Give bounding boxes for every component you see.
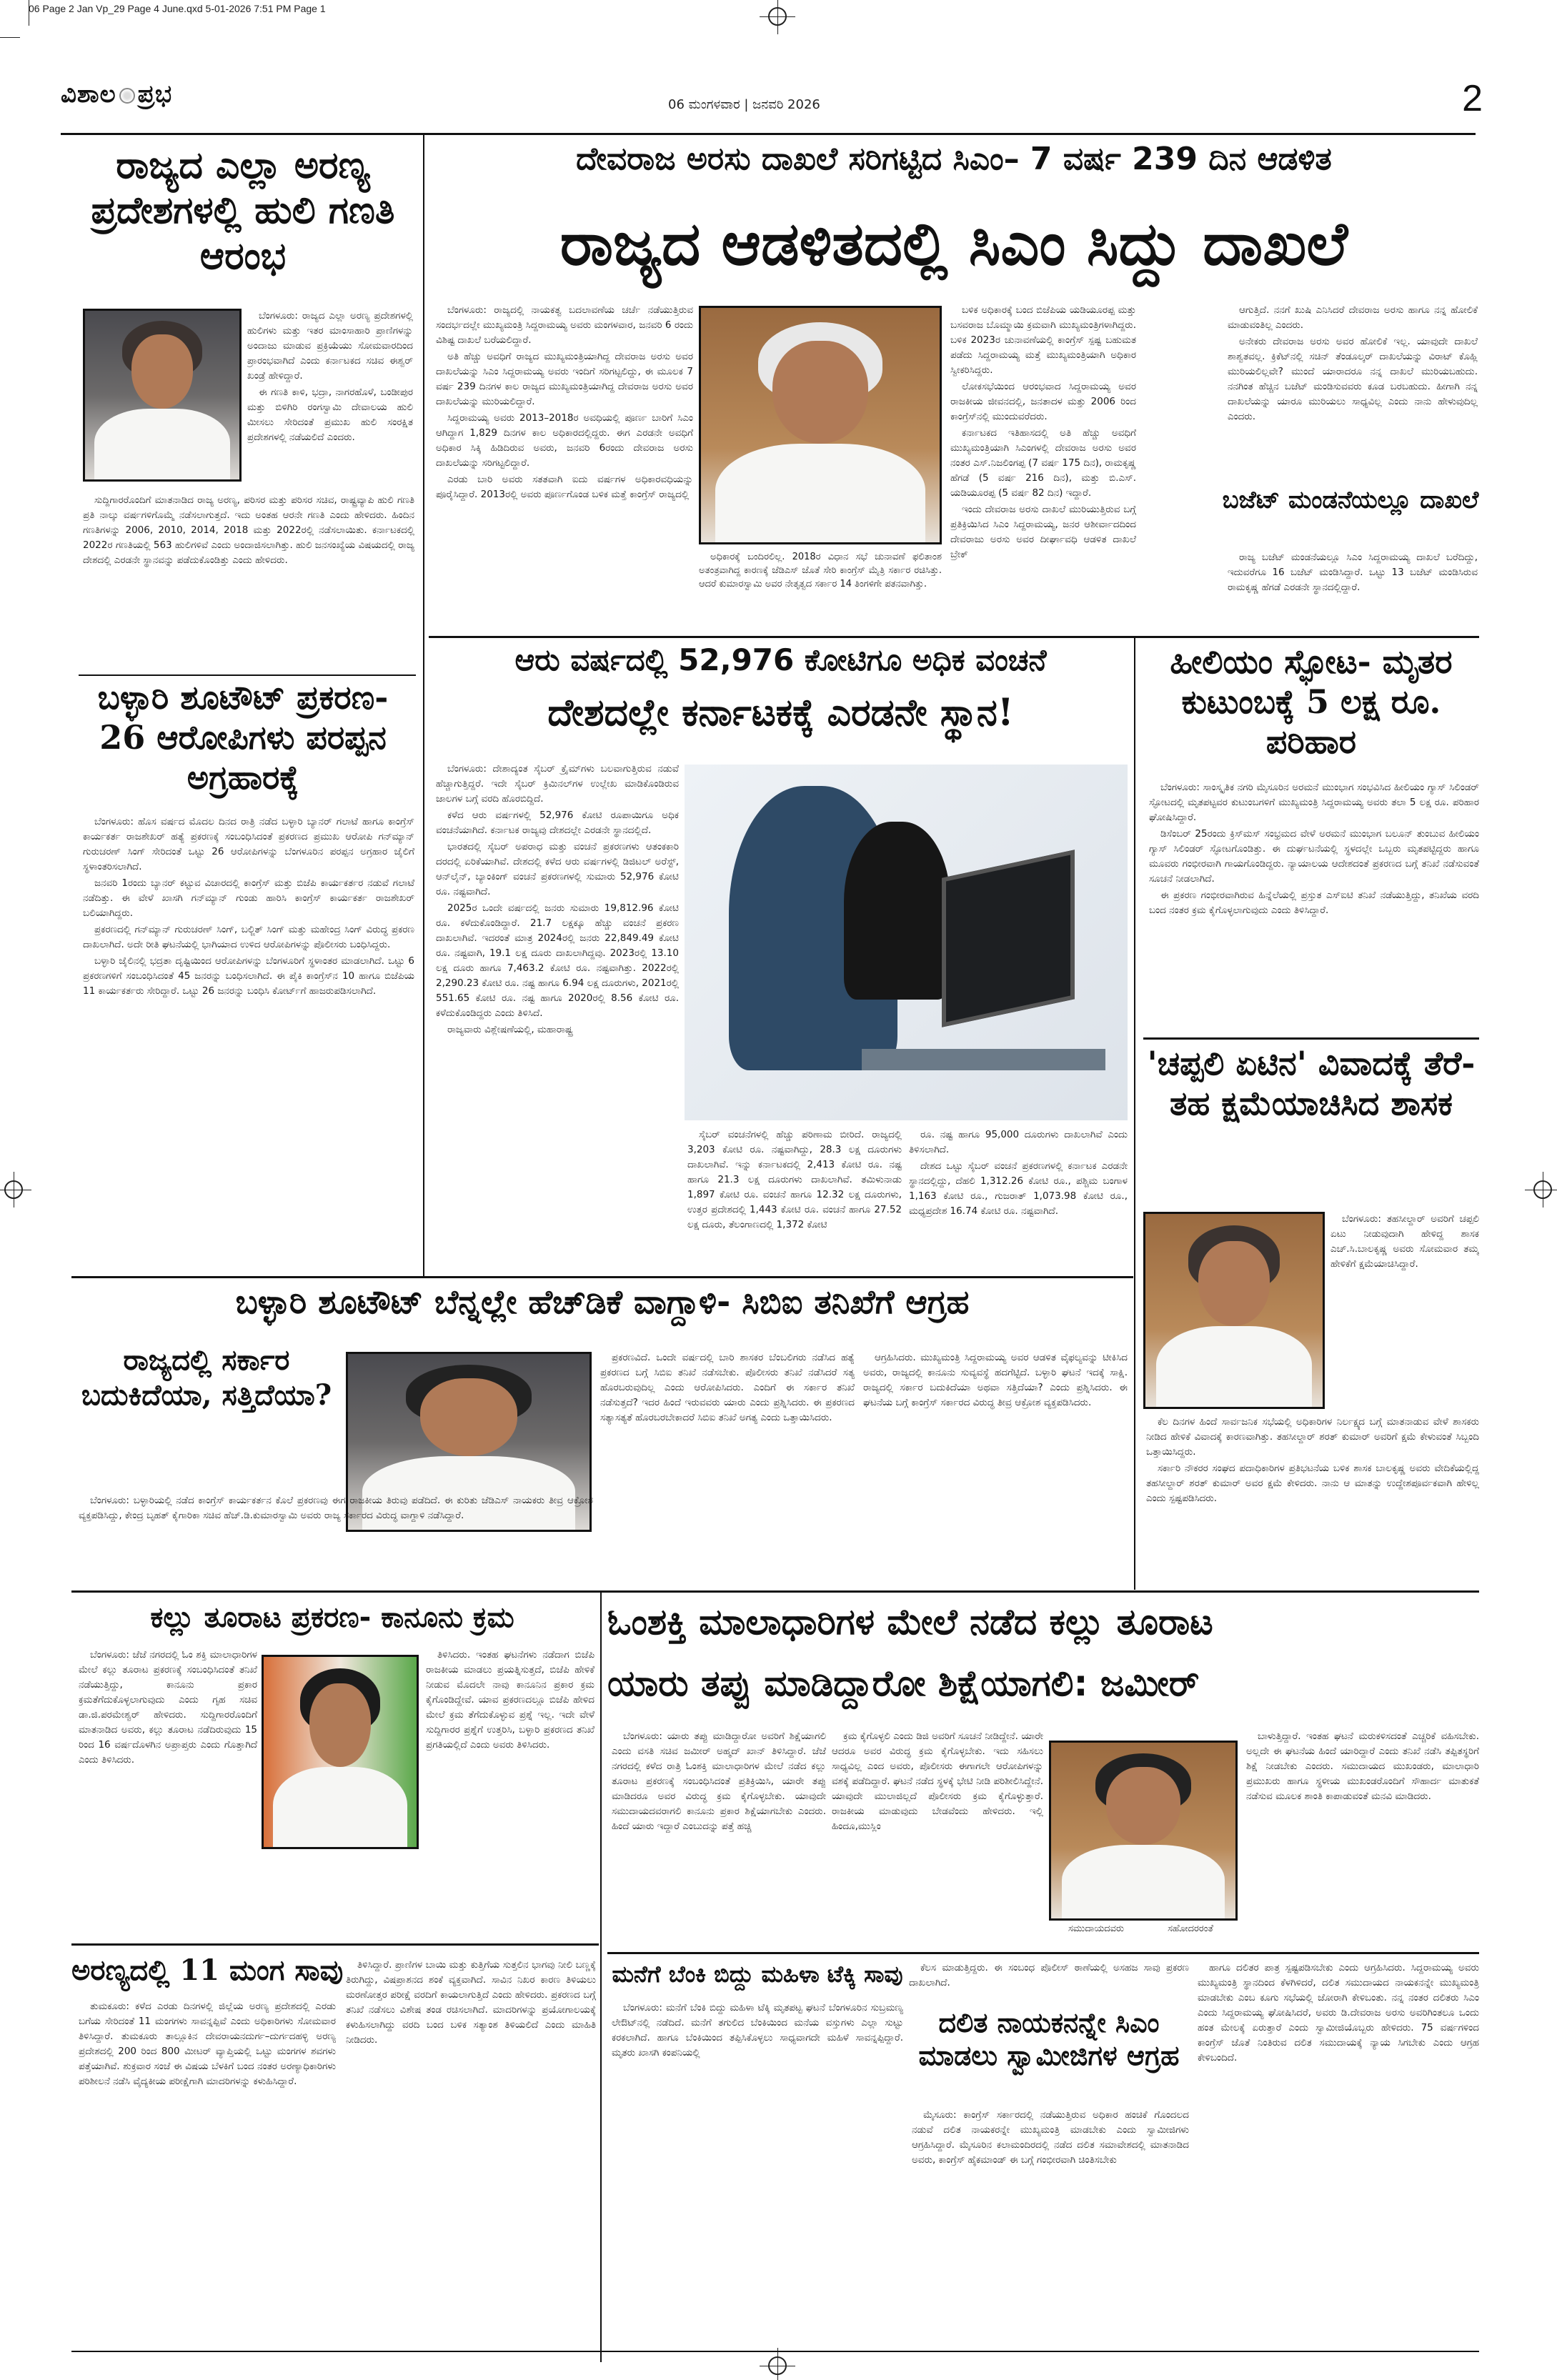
crop-mark xyxy=(0,37,20,38)
story-body-left: ಬೆಂಗಳೂರು: ಯಾರು ತಪ್ಪು ಮಾಡಿದ್ದಾರೋ ಅವರಿಗೆ ಶಿಕ್ಷೆಯಾಗಲಿ ಎಂದು ವಸತಿ ಸಚಿವ ಜಮೀರ್ ಅಹ್ಮದ್ ಖಾನ್ ತಿಳಿಸಿದ್ದಾರೆ. ಜೆಜೆ ನಗರದಲ್ಲಿ ಕಳೆದ ರಾತ್ರಿ ಓಂಶಕ್ತಿ ಮಾಲಾಧಾರಿಗಳ ಮೇಲೆ ನಡೆದ ಕಲ್ಲು ತೂರಾಟ ಪ್ರಕರಣಕ್ಕೆ ಸಂಬಂಧಿಸಿದಂತೆ ಪ್ರತಿಕ್ರಿಯಿಸಿ, ಯಾರೇ ತಪ್ಪು ಮಾಡಿದರೂ ಅವರ ವಿರುದ್ಧ ಕ್ರಮ ಕೈಗೊಳ್ಳಬೇಕು. ಯಾವುದೇ ಸಮುದಾಯದವರಾಗಲಿ ಕಾನೂನು ಪ್ರಕಾರ ಶಿಕ್ಷೆಯಾಗಬೇಕು ಎಂದರು. ಹಿಂದೆ ಯಾರು ಇದ್ದಾರೆ ಎಂಬುದನ್ನು ಪತ್ತೆ ಹಚ್ಚಿ xyxy=(612,1731,826,1832)
logo-text-left: ವಿಶಾಲ xyxy=(61,80,116,109)
story-body: ಬೆಂಗಳೂರು: ರಾಜ್ಯದ ಎಲ್ಲಾ ಅರಣ್ಯ ಪ್ರದೇಶಗಳಲ್ಲಿ ಹುಲಿಗಳು ಮತ್ತು ಇತರ ಮಾಂಸಾಹಾರಿ ಪ್ರಾಣಿಗಳನ್ನು ಅಂದಾಜು ಮಾಡುವ ಪ್ರಕ್ರಿಯೆಯು ಸೋಮವಾರದಿಂದ ಪ್ರಾರಂಭವಾಗಿದೆ ಎಂದು ಕರ್ನಾಟಕದ ಸಚಿವ ಈಶ್ವರ್ ಖಂಡ್ರೆ ಹೇಳಿದ್ದಾರೆ. ಈ ಗಣತಿ ಕಾಳಿ, ಭದ್ರಾ, ನಾಗರಹೊಳೆ, ಬಂಡೀಪುರ ಮತ್ತು ಬಿಳಿಗಿರಿ ರಂಗಸ್ವಾಮಿ ದೇವಾಲಯ ಹುಲಿ ಮೀಸಲು ಸೇರಿದಂತೆ ಪ್ರಮುಖ ಹುಲಿ ಸಂರಕ್ಷಿತ ಪ್ರದೇಶಗಳಲ್ಲಿ ನಡೆಯಲಿದೆ ಎಂದರು. xyxy=(247,310,413,443)
headline[interactable]: ಅರಣ್ಯದಲ್ಲಿ 11 ಮಂಗ ಸಾವು xyxy=(71,1953,344,1987)
subhead-budget[interactable]: ಬಜೆಟ್ ಮಂಡನೆಯಲ್ಲೂ ದಾಖಲೆ xyxy=(1222,486,1479,514)
photo-caption-text: ಅಧಿಕಾರಕ್ಕೆ ಬಂದಿರಲಿಲ್ಲ. 2018ರ ವಿಧಾನ ಸಭೆ ಚುನಾವಣೆ ಫಲಿತಾಂಶ ಅತಂತ್ರವಾಗಿದ್ದ ಕಾರಣಕ್ಕೆ ಜೆಡಿಎಸ್ ಜೊತೆ ಸೇರಿ ಕಾಂಗ್ರೆಸ್ ಮೈತ್ರಿ ಸರ್ಕಾರ ರಚಿಸಿತ್ತು. ಆದರೆ ಕುಮಾರಸ್ವಾಮಿ ಅವರ ನೇತೃತ್ವದ ಸರ್ಕಾರ 14 ತಿಂಗಳಿಗೇ ಪತನವಾಗಿತ್ತು. xyxy=(699,552,942,589)
headline[interactable]: ಬಳ್ಳಾರಿ ಶೂಟೌಟ್ ಪ್ರಕರಣ- 26 ಆರೋಪಿಗಳು ಪರಪ್ಪನ ಅಗ್ರಹಾರಕ್ಕೆ xyxy=(97,678,389,797)
kicker[interactable]: ಓಂಶಕ್ತಿ ಮಾಲಾಧಾರಿಗಳ ಮೇಲೆ ನಡೆದ ಕಲ್ಲು ತೂರಾಟ xyxy=(607,1601,1213,1643)
story-body-col2: ಸೈಬರ್ ವಂಚನೆಗಳಲ್ಲಿ ಹೆಚ್ಚು ಪರಿಣಾಮ ಬೀರಿದೆ. ರಾಜ್ಯದಲ್ಲಿ 3,203 ಕೋಟಿ ರೂ. ನಷ್ಟವಾಗಿದ್ದು, 28.3 ಲಕ್ಷ ದೂರುಗಳು ದಾಖಲಾಗಿವೆ. ಇನ್ನು ಕರ್ನಾಟಕದಲ್ಲಿ 2,413 ಕೋಟಿ ರೂ. ನಷ್ಟ ಹಾಗೂ 21.3 ಲಕ್ಷ ದೂರುಗಳು ದಾಖಲಾಗಿವೆ. ತಮಿಳುನಾಡು 1,897 ಕೋಟಿ ರೂ. ವಂಚನೆ ಹಾಗೂ 12.32 ಲಕ್ಷ ದೂರುಗಳು, ಉತ್ತರ ಪ್ರದೇಶದಲ್ಲಿ 1,443 ಕೋಟಿ ರೂ. ವಂಚನೆ ಹಾಗೂ 27.52 ಲಕ್ಷ ದೂರು, ತೆಲಂಗಾಣದಲ್ಲಿ 1,372 ಕೋಟಿ xyxy=(687,1129,902,1230)
headline[interactable]: ಹೀಲಿಯಂ ಸ್ಫೋಟ- ಮೃತರ ಕುಟುಂಬಕ್ಕೆ 5 ಲಕ್ಷ ರೂ. ಪರಿಹಾರ xyxy=(1170,642,1453,762)
story-body-left: ಮೈಸೂರು: ಕಾಂಗ್ರೆಸ್ ಸರ್ಕಾರದಲ್ಲಿ ನಡೆಯುತ್ತಿರುವ ಅಧಿಕಾರ ಹಂಚಿಕೆ ಗೊಂದಲದ ನಡುವೆ ದಲಿತ ನಾಯಕರನ್ನೇ ಮುಖ್ಯಮಂತ್ರಿ ಮಾಡಬೇಕು ಎಂದು ಸ್ವಾಮೀಜಿಗಳು ಆಗ್ರಹಿಸಿದ್ದಾರೆ. ಮೈಸೂರಿನ ಕಲಾಮಂದಿರದಲ್ಲಿ ನಡೆದ ದಲಿತ ಸಮಾವೇಶದಲ್ಲಿ ಮಾತನಾಡಿದ ಅವರು, ಕಾಂಗ್ರೆಸ್ ಹೈಕಮಾಂಡ್ ಈ ಬಗ್ಗೆ ಗಂಭೀರವಾಗಿ ಚಿಂತಿಸಬೇಕು xyxy=(912,2109,1189,2166)
story-body-mid: ಕ್ರಮ ಕೈಗೊಳ್ಳಲಿ ಎಂದು ಡಿಜಿ ಅವರಿಗೆ ಸೂಚನೆ ನೀಡಿದ್ದೇನೆ. ಯಾರೇ ಆದರೂ ಅವರ ವಿರುದ್ಧ ಕ್ರಮ ಕೈಗೊಳ್ಳಬೇಕು. ಇದು ಸಹಿಸಲು ಸಾಧ್ಯವಿಲ್ಲ ಎಂದ ಅವರು, ಪೊಲೀಸರು ಈಗಾಗಲೇ ಆರೋಪಿಗಳನ್ನು ವಶಕ್ಕೆ ಪಡೆದಿದ್ದಾರೆ. ಘಟನೆ ನಡೆದ ಸ್ಥಳಕ್ಕೆ ಭೇಟಿ ನೀಡಿ ಪರಿಶೀಲಿಸಿದ್ದೇನೆ. ಯಾವುದೇ ಮುಲಾಜಿಲ್ಲದೆ ಪೊಲೀಸರು ಕ್ರಮ ಕೈಗೊಳ್ಳುತ್ತಾರೆ. ರಾಜಕೀಯ ಮಾಡುವುದು ಬೇಡವೆಂದು ಹೇಳಿದರು. ಇಲ್ಲಿ ಹಿಂದೂ,ಮುಸ್ಲಿಂ xyxy=(832,1731,1043,1832)
registration-mark-icon xyxy=(4,1180,23,1199)
story-rule xyxy=(429,636,1479,638)
story-body-right: ತಿಳಿಸಿದರು. ಇಂತಹ ಘಟನೆಗಳು ನಡೆದಾಗ ಬಿಜೆಪಿ ರಾಜಕೀಯ ಮಾಡಲು ಪ್ರಯತ್ನಿಸುತ್ತದೆ, ಬಿಜೆಪಿ ಹೇಳಿಕೆ ನೀಡುವ ಮೊದಲೇ ನಾವು ಕಾನೂನಿನ ಪ್ರಕಾರ ಕ್ರಮ ಕೈಗೊಂಡಿದ್ದೇವೆ. ಯಾವ ಪ್ರಕರಣದಲ್ಲೂ ಬಿಜೆಪಿ ಹೇಳಿದ ಮೇಲೆ ಕ್ರಮ ತೆಗೆದುಕೊಳ್ಳುವ ಪ್ರಶ್ನೆ ಇಲ್ಲ. ಇದೇ ವೇಳೆ ಸುದ್ದಿಗಾರರ ಪ್ರಶ್ನೆಗೆ ಉತ್ತರಿಸಿ, ಬಳ್ಳಾರಿ ಪ್ರಕರಣದ ತನಿಖೆ ಪ್ರಗತಿಯಲ್ಲಿದೆ ಎಂದು ಅವರು ತಿಳಿಸಿದರು. xyxy=(426,1649,595,1751)
page-number: 2 xyxy=(1462,78,1483,119)
photo-siddaramaiah xyxy=(699,306,942,544)
subhead[interactable]: ರಾಜ್ಯದಲ್ಲಿ ಸರ್ಕಾರ ಬದುಕಿದೆಯಾ, ಸತ್ತಿದೆಯಾ? xyxy=(81,1343,332,1412)
headline[interactable]: ರಾಜ್ಯದ ಎಲ್ಲಾ ಅರಣ್ಯ ಪ್ರದೇಶಗಳಲ್ಲಿ ಹುಲಿ ಗಣತಿ ಆರಂಭ xyxy=(91,144,395,278)
story-body: ಬೆಂಗಳೂರು: ಸಾಂಸ್ಕೃತಿಕ ನಗರಿ ಮೈಸೂರಿನ ಅರಮನೆ ಮುಂಭಾಗ ಸಂಭವಿಸಿದ ಹೀಲಿಯಂ ಗ್ಯಾಸ್ ಸಿಲಿಂಡರ್ ಸ್ಫೋಟದಲ್ಲಿ ಮೃತಪಟ್ಟವರ ಕುಟುಂಬಗಳಿಗೆ ಮುಖ್ಯಮಂತ್ರಿ ಸಿದ್ದರಾಮಯ್ಯ ಅವರು ತಲಾ 5 ಲಕ್ಷ ರೂ. ಪರಿಹಾರ ಘೋಷಿಸಿದ್ದಾರೆ. ಡಿಸೆಂಬರ್ 25ರಂದು ಕ್ರಿಸ್‌ಮಸ್ ಸಂಭ್ರಮದ ವೇಳೆ ಅರಮನೆ ಮುಂಭಾಗ ಬಲೂನ್ ತುಂಬುವ ಹೀಲಿಯಂ ಗ್ಯಾಸ್ ಸಿಲಿಂಡರ್ ಸ್ಫೋಟಗೊಂಡಿತ್ತು. ಈ ದುರ್ಘಟನೆಯಲ್ಲಿ ಸ್ಥಳದಲ್ಲೇ ಒಬ್ಬರು ಮೃತಪಟ್ಟಿದ್ದರು ಹಾಗೂ ಮೂವರು ಗಂಭೀರವಾಗಿ ಗಾಯಗೊಂಡಿದ್ದರು. ನ್ಯಾಯಾಲಯ ಆದೇಶದಂತೆ ಪ್ರಕರಣದ ಬಗ್ಗೆ ತನಿಖೆ ನಡೆಸುವಂತೆ ಸೂಚನೆ ನೀಡಲಾಗಿದೆ. ಈ ಪ್ರಕರಣ ಗಂಭೀರವಾಗಿರುವ ಹಿನ್ನೆಲೆಯಲ್ಲಿ ಪ್ರಸ್ತುತ ಎಸ್‌ಐಟಿ ತನಿಖೆ ನಡೆಯುತ್ತಿದ್ದು, ತನಿಖೆಯ ವರದಿ ಬಂದ ನಂತರ ಕ್ರಮ ಕೈಗೊಳ್ಳಲಾಗುವುದು ಎಂದು ತಿಳಿಸಿದ್ದಾರೆ. xyxy=(1149,782,1479,916)
photo-caption: ಸಹೋದರರಂತೆ xyxy=(1168,1923,1213,1934)
story-body: ಬೆಂಗಳೂರು: ದೇಶಾದ್ಯಂತ ಸೈಬರ್ ಕ್ರೈಮ್‌ಗಳು ಬಲವಾಗುತ್ತಿರುವ ನಡುವೆ ಹೆಚ್ಚಾಗುತ್ತಿದ್ದರೆ. ಇದೇ ಸೈಬರ್ ಕ್ರಿಮಿನಲ್‌ಗಳ ಉಲ್ಲೇಖ ಮಾಡಿಕೊಂಡಿರುವ ಜಾಲಗಳ ಬಗ್ಗೆ ವರದಿ ಹೊರಬಿದ್ದಿದೆ. ಕಳೆದ ಆರು ವರ್ಷಗಳಲ್ಲಿ 52,976 ಕೋಟಿ ರೂಪಾಯಿಗೂ ಅಧಿಕ ವಂಚನೆಯಾಗಿದೆ. ಕರ್ನಾಟಕ ರಾಜ್ಯವು ದೇಶದಲ್ಲೇ ಎರಡನೇ ಸ್ಥಾನದಲ್ಲಿದೆ. ಭಾರತದಲ್ಲಿ ಸೈಬರ್ ಅಪರಾಧ ಮತ್ತು ವಂಚನೆ ಪ್ರಕರಣಗಳು ಆತಂಕಕಾರಿ ದರದಲ್ಲಿ ಏರಿಕೆಯಾಗಿವೆ. ದೇಶದಲ್ಲಿ ಕಳೆದ ಆರು ವರ್ಷಗಳಲ್ಲಿ ಡಿಜಿಟಲ್ ಅರೆಸ್ಟ್, ಆನ್‌ಲೈನ್, ಬ್ಯಾಂಕಿಂಗ್ ವಂಚನೆ ಪ್ರಕರಣಗಳಲ್ಲಿ ಸುಮಾರು 52,976 ಕೋಟಿ ರೂ. ನಷ್ಟವಾಗಿದೆ. 2025ರ ಒಂದೇ ವರ್ಷದಲ್ಲಿ ಜನರು ಸುಮಾರು 19,812.96 ಕೋಟಿ ರೂ. ಕಳೆದುಕೊಂಡಿದ್ದಾರೆ. 21.7 ಲಕ್ಷಕ್ಕೂ ಹೆಚ್ಚು ವಂಚನೆ ಪ್ರಕರಣ ದಾಖಲಾಗಿವೆ. ಇದರಂತೆ ಮಾತ್ರ 2024ರಲ್ಲಿ ಜನರು 22,849.49 ಕೋಟಿ ರೂ. ನಷ್ಟವಾಗಿ, 19.1 ಲಕ್ಷ ದೂರು ದಾಖಲಾಗಿದ್ದವು. 2023ರಲ್ಲಿ 13.10 ಲಕ್ಷ ದೂರು ಹಾಗೂ 7,463.2 ಕೋಟಿ ರೂ. ನಷ್ಟವಾಗಿತ್ತು. 2022ರಲ್ಲಿ 2,290.23 ಕೋಟಿ ರೂ. ನಷ್ಟ ಹಾಗೂ 6.94 ಲಕ್ಷ ದೂರುಗಳು, 2021ರಲ್ಲಿ 551.65 ಕೋಟಿ ರೂ. ನಷ್ಟ ಹಾಗೂ 2020ರಲ್ಲಿ 8.56 ಕೋಟಿ ರೂ. ಕಳೆದುಕೊಂಡಿದ್ದರು ಎಂದು ತಿಳಿಸಿದೆ. ರಾಜ್ಯವಾರು ವಿಶ್ಲೇಷಣೆಯಲ್ಲಿ, ಮಹಾರಾಷ್ಟ್ರ xyxy=(436,763,679,1035)
story-body-left: ಬೆಂಗಳೂರು: ಬಳ್ಳಾರಿಯಲ್ಲಿ ನಡೆದ ಕಾಂಗ್ರೆಸ್ ಕಾರ್ಯಕರ್ತನ ಕೊಲೆ ಪ್ರಕರಣವು ಈಗ ರಾಜಕೀಯ ತಿರುವು ಪಡೆದಿದೆ. ಈ ಕುರಿತು ಜೆಡಿಎಸ್ ನಾಯಕರು ತೀವ್ರ ಆಕ್ರೋಶ ವ್ಯಕ್ತಪಡಿಸಿದ್ದು, ಕೇಂದ್ರ ಬೃಹತ್ ಕೈಗಾರಿಕಾ ಸಚಿವ ಹೆಚ್.ಡಿ.ಕುಮಾರಸ್ವಾಮಿ ಅವರು ರಾಜ್ಯ ಸರ್ಕಾರದ ವಿರುದ್ಧ ವಾಗ್ದಾಳಿ ನಡೆಸಿದ್ದಾರೆ. xyxy=(79,1495,593,1521)
headline[interactable]: ಮನೆಗೆ ಬೆಂಕಿ ಬಿದ್ದು ಮಹಿಳಾ ಟೆಕ್ಕಿ ಸಾವು xyxy=(612,1961,903,1988)
masthead xyxy=(61,80,1490,136)
masthead-rule xyxy=(61,133,1476,135)
story-body-right: ಹಾಗೂ ದಲಿತರ ಪಾತ್ರ ಸ್ಪಷ್ಟಪಡಿಸಬೇಕು ಎಂದು ಆಗ್ರಹಿಸಿದರು. ಸಿದ್ದರಾಮಯ್ಯ ಅವರು ಮುಖ್ಯಮಂತ್ರಿ ಸ್ಥಾನದಿಂದ ಕೆಳಗಿಳಿದರೆ, ದಲಿತ ಸಮುದಾಯದ ನಾಯಕನನ್ನೇ ಮುಖ್ಯಮಂತ್ರಿ ಮಾಡಬೇಕು ಎಂಬ ಕೂಗು ಸಭೆಯಲ್ಲಿ ಜೋರಾಗಿ ಕೇಳಿಬಂತು. ನನ್ನ ನಂತರ ದಲಿತರು ಸಿಎಂ ಎಂದು ಸಿದ್ದರಾಮಯ್ಯ ಘೋಷಿಸಿದರೆ, ಅವರು ಡಿ.ದೇವರಾಜ ಅರಸು ಅವರಿಗಿಂತಲೂ ಒಂದು ಹಂತ ಮೇಲಕ್ಕೆ ಏರುತ್ತಾರೆ ಎಂದು ಸ್ವಾಮೀಜಿಯೊಬ್ಬರು ಹೇಳಿದರು. 75 ವರ್ಷಗಳಿಂದ ಕಾಂಗ್ರೆಸ್ ಜೊತೆ ನಿಂತಿರುವ ದಲಿತ ಸಮುದಾಯಕ್ಕೆ ನ್ಯಾಯ ಸಿಗಬೇಕು ಎಂದು ಆಗ್ರಹ ಕೇಳಿಬಂದಿದೆ. xyxy=(1198,1962,1479,2063)
story-body-mid: ಪ್ರಕರಣವಿದೆ. ಒಂದೇ ವರ್ಷದಲ್ಲಿ ಬಾರಿ ಶಾಸಕರ ಬೆಂಬಲಿಗರು ನಡೆಸಿದ ಹತ್ಯೆ ಪ್ರಕರಣದ ಬಗ್ಗೆ ಸಿಬಿಐ ತನಿಖೆ ನಡೆಸಬೇಕು. ಪೊಲೀಸರು ತನಿಖೆ ನಡೆಸಿದರೆ ಸತ್ಯ ಹೊರಬರುವುದಿಲ್ಲ ಎಂದು ಆರೋಪಿಸಿದರು. ಎಂದಿಗೆ ಈ ಸರ್ಕಾರ ತನಿಖೆ ನಡೆಸುತ್ತದೆ? ಇದರ ಹಿಂದೆ ಇರುವವರು ಯಾರು ಎಂದು ಪ್ರಶ್ನಿಸಿದರು. ಈ ಪ್ರಕರಣದ ಸತ್ಯಾಸತ್ಯತೆ ಹೊರಬರಬೇಕಾದರೆ ಸಿಬಿಐ ತನಿಖೆ ಅಗತ್ಯ ಎಂದು ಒತ್ತಾಯಿಸಿದರು. xyxy=(600,1352,855,1423)
photo-parameshwar xyxy=(262,1655,419,1849)
registration-mark-icon xyxy=(768,2356,787,2375)
cyber-crime-illustration xyxy=(685,765,1128,1120)
story-body: ಬೆಂಗಳೂರು: ಹೊಸ ವರ್ಷದ ಮೊದಲ ದಿನದ ರಾತ್ರಿ ನಡೆದ ಬಳ್ಳಾರಿ ಬ್ಯಾನರ್ ಗಲಾಟೆ ಹಾಗೂ ಕಾಂಗ್ರೆಸ್ ಕಾರ್ಯಕರ್ತ ರಾಜಶೇಖರ್ ಹತ್ಯೆ ಪ್ರಕರಣಕ್ಕೆ ಸಂಬಂಧಿಸಿದಂತೆ ಪ್ರಕರಣದ ಪ್ರಮುಖ ಆರೋಪಿ ಗನ್‌ಮ್ಯಾನ್ ಗುರುಚರಣ್ ಸಿಂಗ್ ಸೇರಿದಂತೆ ಒಟ್ಟು 26 ಆರೋಪಿಗಳನ್ನು ಬೆಂಗಳೂರಿನ ಪರಪ್ಪನ ಅಗ್ರಹಾರ ಜೈಲಿಗೆ ಸ್ಥಳಾಂತರಿಸಲಾಗಿದೆ. ಜನವರಿ 1ರಂದು ಬ್ಯಾನರ್ ಕಟ್ಟುವ ವಿಚಾರದಲ್ಲಿ ಕಾಂಗ್ರೆಸ್ ಮತ್ತು ಬಿಜೆಪಿ ಕಾರ್ಯಕರ್ತರ ನಡುವೆ ಗಲಾಟೆ ನಡೆದಿತ್ತು. ಈ ವೇಳೆ ಖಾಸಗಿ ಗನ್‌ಮ್ಯಾನ್ ಗುಂಡು ಹಾರಿಸಿ ಕಾಂಗ್ರೆಸ್ ಕಾರ್ಯಕರ್ತ ರಾಜಶೇಖರ್ ಬಲಿಯಾಗಿದ್ದರು. ಪ್ರಕರಣದಲ್ಲಿ ಗನ್‌ಮ್ಯಾನ್ ಗುರುಚರಣ್ ಸಿಂಗ್, ಬಲ್ಜಿತ್ ಸಿಂಗ್ ಮತ್ತು ಮಹೇಂದ್ರ ಸಿಂಗ್ ವಿರುದ್ಧ ಪ್ರಕರಣ ದಾಖಲಾಗಿದೆ. ಅದೇ ರೀತಿ ಘಟನೆಯಲ್ಲಿ ಭಾಗಿಯಾದ ಉಳಿದ ಆರೋಪಿಗಳನ್ನು ಪೊಲೀಸರು ಬಂಧಿಸಿದ್ದರು. ಬಳ್ಳಾರಿ ಜೈಲಿನಲ್ಲಿ ಭದ್ರತಾ ದೃಷ್ಟಿಯಿಂದ ಆರೋಪಿಗಳನ್ನು ಬೆಂಗಳೂರಿಗೆ ಸ್ಥಳಾಂತರ ಮಾಡಲಾಗಿದೆ. ಒಟ್ಟು 6 ಪ್ರಕರಣಗಳಿಗೆ ಸಂಬಂಧಿಸಿದಂತೆ 45 ಜನರನ್ನು ಬಂಧಿಸಲಾಗಿದೆ. ಈ ಪೈಕಿ ಕಾಂಗ್ರೆಸ್‌ನ 10 ಹಾಗೂ ಬಿಜೆಪಿಯ 11 ಕಾರ್ಯಕರ್ತರು ಸೇರಿದ್ದಾರೆ. ಒಟ್ಟು 26 ಜನರನ್ನು ಬಂಧಿಸಿ ಕೋರ್ಟ್‌ಗೆ ಹಾಜರುಪಡಿಸಲಾಗಿದೆ. xyxy=(83,816,414,997)
print-slug: 06 Page 2 Jan Vp_29 Page 4 June.qxd 5-01-2026 7:51 PM Page 1 xyxy=(29,3,326,14)
kicker[interactable]: ಆರು ವರ್ಷದಲ್ಲಿ 52,976 ಕೋಟಿಗೂ ಅಧಿಕ ವಂಚನೆ xyxy=(514,642,1047,677)
newspaper-logo xyxy=(61,80,172,109)
story-body-continued: ಸುದ್ದಿಗಾರರೊಂದಿಗೆ ಮಾತನಾಡಿದ ರಾಜ್ಯ ಅರಣ್ಯ, ಪರಿಸರ ಮತ್ತು ಪರಿಸರ ಸಚಿವ, ರಾಷ್ಟ್ರವ್ಯಾಪಿ ಹುಲಿ ಗಣತಿ ಪ್ರತಿ ನಾಲ್ಕು ವರ್ಷಗಳಿಗೊಮ್ಮೆ ನಡೆಸಲಾಗುತ್ತದೆ. ಇದು ಅಂತಹ ಆರನೇ ಗಣತಿ ಎಂದು ಹೇಳಿದರು. ಹಿಂದಿನ ಗಣತಿಗಳನ್ನು 2006, 2010, 2014, 2018 ಮತ್ತು 2022ರಲ್ಲಿ ನಡೆಸಲಾಯಿತು. ಕರ್ನಾಟಕದಲ್ಲಿ 2022ರ ಗಣತಿಯಲ್ಲಿ 563 ಹುಲಿಗಳಿವೆ ಎಂದು ಅಂದಾಜಿಸಲಾಗಿತ್ತು. ಹುಲಿ ಜನಸಂಖ್ಯೆಯ ವಿಷಯದಲ್ಲಿ ರಾಜ್ಯ ದೇಶದಲ್ಲಿ ಎರಡನೇ ಸ್ಥಾನವನ್ನು ಪಡೆದುಕೊಂಡಿತ್ತು ಎಂದು ಹೇಳಿದರು. xyxy=(83,494,414,566)
story-body-right: ಬಾಳುತ್ತಿದ್ದಾರೆ. ಇಂತಹ ಘಟನೆ ಮರುಕಳಿಸದಂತೆ ಎಚ್ಚರಿಕೆ ವಹಿಸಬೇಕು. ಅಲ್ಲದೇ ಈ ಘಟನೆಯ ಹಿಂದೆ ಯಾರಿದ್ದಾರೆ ಎಂದು ತನಿಖೆ ನಡೆಸಿ ತಪ್ಪಿತಸ್ಥರಿಗೆ ಶಿಕ್ಷೆ ನೀಡಬೇಕು ಎಂದರು. ಸಮುದಾಯದ ಮುಖಂಡರು, ಮಾಲಾಧಾರಿ ಪ್ರಮುಖರು ಹಾಗೂ ಸ್ಥಳೀಯ ಮುಖಂಡರೊಂದಿಗೆ ಸೌಹಾರ್ದ ಮಾತುಕತೆ ನಡೆಸುವ ಮೂಲಕ ಶಾಂತಿ ಕಾಪಾಡುವಂತೆ ಮನವಿ ಮಾಡಿದರು. xyxy=(1246,1731,1479,1802)
story-body-col3: ರೂ. ನಷ್ಟ ಹಾಗೂ 95,000 ದೂರುಗಳು ದಾಖಲಾಗಿವೆ ಎಂದು ತಿಳಿಸಲಾಗಿದೆ. ದೇಶದ ಒಟ್ಟು ಸೈಬರ್ ವಂಚನೆ ಪ್ರಕರಣಗಳಲ್ಲಿ ಕರ್ನಾಟಕ ಎರಡನೇ ಸ್ಥಾನದಲ್ಲಿದ್ದು, ದೆಹಲಿ 1,312.26 ಕೋಟಿ ರೂ., ಪಶ್ಚಿಮ ಬಂಗಾಳ 1,163 ಕೋಟಿ ರೂ., ಗುಜರಾತ್ 1,073.98 ಕೋಟಿ ರೂ., ಮಧ್ಯಪ್ರದೇಶ 16.74 ಕೋಟಿ ರೂ. ನಷ್ಟವಾಗಿದೆ. xyxy=(909,1129,1128,1217)
photo-zameer xyxy=(1049,1741,1238,1921)
column-divider xyxy=(423,133,424,1276)
story-rule xyxy=(71,1590,1479,1593)
story-rule xyxy=(71,1943,599,1946)
story-body-right: ಆಗ್ರಹಿಸಿದರು. ಮುಖ್ಯಮಂತ್ರಿ ಸಿದ್ದರಾಮಯ್ಯ ಅವರ ಆಡಳಿತ ವೈಫಲ್ಯವನ್ನು ಟೀಕಿಸಿದ ಅವರು, ರಾಜ್ಯದಲ್ಲಿ ಕಾನೂನು ಸುವ್ಯವಸ್ಥೆ ಹದಗೆಟ್ಟಿದೆ. ಬಳ್ಳಾರಿ ಘಟನೆ ಇದಕ್ಕೆ ಸಾಕ್ಷಿ. ರಾಜ್ಯದಲ್ಲಿ ಸರ್ಕಾರ ಬದುಕಿದೆಯಾ ಅಥವಾ ಸತ್ತಿದೆಯಾ? ಎಂದು ಪ್ರಶ್ನಿಸಿದರು. ಈ ಘಟನೆಯ ಬಗ್ಗೆ ಕಾಂಗ್ರೆಸ್ ಸರ್ಕಾರದ ವಿರುದ್ಧ ತೀವ್ರ ಆಕ್ರೋಶ ವ್ಯಕ್ತಪಡಿಸಿದರು. xyxy=(863,1352,1128,1408)
headline[interactable]: ದಲಿತ ನಾಯಕನನ್ನೇ ಸಿಎಂ ಮಾಡಲು ಸ್ವಾಮೀಜಿಗಳ ಆಗ್ರಹ xyxy=(918,2006,1180,2072)
headline[interactable]: ದೇಶದಲ್ಲೇ ಕರ್ನಾಟಕಕ್ಕೆ ಎರಡನೇ ಸ್ಥಾನ! xyxy=(547,691,1014,735)
headline[interactable]: 'ಚಪ್ಪಲಿ ಏಟಿನ' ವಿವಾದಕ್ಕೆ ತೆರೆ-ತಹ ಕ್ಷಮೆಯಾಚಿಸಿದ ಶಾಸಕ xyxy=(1147,1044,1476,1123)
emblem-icon xyxy=(119,88,135,104)
story-body-col3: ಬಳಿಕ ಅಧಿಕಾರಕ್ಕೆ ಬಂದ ಬಿಜೆಪಿಯ ಯಡಿಯೂರಪ್ಪ ಮತ್ತು ಬಸವರಾಜ ಬೊಮ್ಮಾಯಿ ಕ್ರಮವಾಗಿ ಮುಖ್ಯಮಂತ್ರಿಗಳಾಗಿದ್ದರು. ಬಳಿಕ 2023ರ ಚುನಾವಣೆಯಲ್ಲಿ ಕಾಂಗ್ರೆಸ್ ಸ್ಪಷ್ಟ ಬಹುಮತ ಪಡೆದು ಸಿದ್ದರಾಮಯ್ಯ ಮತ್ತೆ ಮುಖ್ಯಮಂತ್ರಿಯಾಗಿ ಅಧಿಕಾರ ಸ್ವೀಕರಿಸಿದ್ದರು. ಲೋಕಸಭೆಯಿಂದ ಆರಂಭವಾದ ಸಿದ್ದರಾಮಯ್ಯ ಅವರ ರಾಜಕೀಯ ಜೀವನದಲ್ಲಿ, ಜನತಾದಳ ಮತ್ತು 2006 ರಿಂದ ಕಾಂಗ್ರೆಸ್‌ನಲ್ಲಿ ಮುಂದುವರೆದರು. ಕರ್ನಾಟಕದ ಇತಿಹಾಸದಲ್ಲಿ ಅತಿ ಹೆಚ್ಚು ಅವಧಿಗೆ ಮುಖ್ಯಮಂತ್ರಿಯಾಗಿ ಸಿಎಂಗಳಲ್ಲಿ ದೇವರಾಜ ಅರಸು ಅವರ ನಂತರ ಎಸ್.ನಿಜಲಿಂಗಪ್ಪ (7 ವರ್ಷ 175 ದಿನ), ರಾಮಕೃಷ್ಣ ಹೆಗಡೆ (5 ವರ್ಷ 216 ದಿನ), ಮತ್ತು ಬಿ.ಎಸ್. ಯಡಿಯೂರಪ್ಪ (5 ವರ್ಷ 82 ದಿನ) ಇದ್ದಾರೆ. ಇಂದು ದೇವರಾಜ ಅರಸು ದಾಖಲೆ ಮುರಿಯುತ್ತಿರುವ ಬಗ್ಗೆ ಪ್ರತಿಕ್ರಿಯಿಸಿದ ಸಿಎಂ ಸಿದ್ದರಾಮಯ್ಯ, ಜನರ ಆಶೀರ್ವಾದದಿಂದ ದೇವರಾಜು ಅರಸು ಅವರ ದೀರ್ಘಾವಧಿ ಆಡಳಿತ ದಾಖಲೆ ಬ್ರೇಕ್ xyxy=(950,304,1136,560)
page-bottom-rule xyxy=(71,2351,1479,2352)
story-rule xyxy=(71,1276,1133,1278)
registration-mark-icon xyxy=(768,7,787,26)
photo-caption: ಸಮುದಾಯದವರು xyxy=(1068,1923,1125,1934)
story-body-left: ಬೆಂಗಳೂರು: ಮನೆಗೆ ಬೆಂಕಿ ಬಿದ್ದು ಮಹಿಳಾ ಟೆಕ್ಕಿ ಮೃತಪಟ್ಟ ಘಟನೆ ಬೆಂಗಳೂರಿನ ಸುಬ್ರಮಣ್ಯ ಲೇಔಟ್‌ನಲ್ಲಿ ನಡೆದಿದೆ. ಮನೆಗೆ ತಗುಲಿದ ಬೆಂಕಿಯಿಂದ ಮನೆಯ ವಸ್ತುಗಳು ಎಲ್ಲಾ ಸುಟ್ಟು ಕರಕಲಾಗಿದೆ. ಹಾಗೂ ಬೆಂಕಿಯಿಂದ ತಪ್ಪಿಸಿಕೊಳ್ಳಲು ಸಾಧ್ಯವಾಗದೇ ಮಹಿಳೆ ಸಾವನ್ನಪ್ಪಿದ್ದಾರೆ. ಮೃತರು ಖಾಸಗಿ ಕಂಪನಿಯಲ್ಲಿ xyxy=(612,2002,903,2058)
column-divider xyxy=(1134,636,1135,1275)
story-body-mid: ಕೆಲಸ ಮಾಡುತ್ತಿದ್ದರು. ಈ ಸಂಬಂಧ ಪೊಲೀಸ್ ಠಾಣೆಯಲ್ಲಿ ಅಸಹಜ ಸಾವು ಪ್ರಕರಣ ದಾಖಲಾಗಿದೆ. xyxy=(909,1962,1189,1988)
story-rule xyxy=(79,674,416,676)
subhead-body: ರಾಜ್ಯ ಬಜೆಟ್ ಮಂಡನೆಯಲ್ಲೂ ಸಿಎಂ ಸಿದ್ದರಾಮಯ್ಯ ದಾಖಲೆ ಬರೆದಿದ್ದು, ಇದುವರೆಗೂ 16 ಬಜೆಟ್ ಮಂಡಿಸಿದ್ದಾರೆ. ಒಟ್ಟು 13 ಬಜೆಟ್ ಮಂಡಿಸಿರುವ ರಾಮಕೃಷ್ಣ ಹೆಗಡೆ ಎರಡನೇ ಸ್ಥಾನದಲ್ಲಿದ್ದಾರೆ. xyxy=(1228,552,1478,593)
headline[interactable]: ಯಾರು ತಪ್ಪು ಮಾಡಿದ್ದಾರೋ ಶಿಕ್ಷೆಯಾಗಲಿ: ಜಮೀರ್ xyxy=(607,1663,1200,1704)
kicker[interactable]: ದೇವರಾಜ ಅರಸು ದಾಖಲೆ ಸರಿಗಟ್ಟಿದ ಸಿಎಂ– 7 ವರ್ಷ 239 ದಿನ ಆಡಳಿತ xyxy=(576,141,1332,177)
logo-text-right: ಪ್ರಭ xyxy=(137,80,173,109)
story-body-continued: ಕೆಲ ದಿನಗಳ ಹಿಂದೆ ಸಾರ್ವಜನಿಕ ಸಭೆಯಲ್ಲಿ ಅಧಿಕಾರಿಗಳ ನಿರ್ಲಕ್ಷ್ಯದ ಬಗ್ಗೆ ಮಾತನಾಡುವ ವೇಳೆ ಶಾಸಕರು ನೀಡಿದ ಹೇಳಿಕೆ ವಿವಾದಕ್ಕೆ ಕಾರಣವಾಗಿತ್ತು. ತಹಸೀಲ್ದಾರ್ ಶರತ್ ಕುಮಾರ್ ಅವರಿಗೆ ಕ್ಷಮೆ ಕೇಳುವಂತೆ ಸಿಬ್ಬಂದಿ ಒತ್ತಾಯಿಸಿದ್ದರು. ಸರ್ಕಾರಿ ನೌಕರರ ಸಂಘದ ಪದಾಧಿಕಾರಿಗಳ ಪ್ರತಿಭಟನೆಯ ಬಳಿಕ ಶಾಸಕ ಬಾಲಕೃಷ್ಣ ಅವರು ವೇದಿಕೆಯಲ್ಲಿದ್ದ ತಹಸೀಲ್ದಾರ್ ಶರತ್ ಕುಮಾರ್ ಅವರ ಕ್ಷಮೆ ಕೇಳಿದರು. ನಾನು ಆ ಮಾತನ್ನು ಉದ್ದೇಶಪೂರ್ವಕವಾಗಿ ಹೇಳಿಲ್ಲ ಎಂದು ಸ್ಪಷ್ಟಪಡಿಸಿದರು. xyxy=(1146,1416,1479,1504)
story-rule xyxy=(607,1952,1479,1954)
headline[interactable]: ರಾಜ್ಯದ ಆಡಳಿತದಲ್ಲಿ ಸಿಎಂ ಸಿದ್ದು ದಾಖಲೆ xyxy=(559,208,1348,279)
story-body-col4: ಆಗುತ್ತಿದೆ. ನನಗೆ ಖುಷಿ ಎನಿಸಿದರೆ ದೇವರಾಜ ಅರಸು ಹಾಗೂ ನನ್ನ ಹೋಲಿಕೆ ಮಾಡುವಂತಿಲ್ಲ ಎಂದರು. ಅನೇಕರು ದೇವರಾಜ ಅರಸು ಅವರ ಹೋಲಿಕೆ ಇಲ್ಲ. ಯಾವುದೇ ದಾಖಲೆ ಶಾಶ್ವತವಲ್ಲ. ಕ್ರಿಕೆಟ್‌ನಲ್ಲಿ ಸಚಿನ್ ತೆಂಡೂಲ್ಕರ್ ದಾಖಲೆಯನ್ನು ವಿರಾಟ್ ಕೊಹ್ಲಿ ಮುರಿಯಲಿಲ್ಲವೇ? ಮುಂದೆ ಯಾರಾದರೂ ನನ್ನ ದಾಖಲೆ ಮುರಿಯಬಹುದು. ನನಗಿಂತ ಹೆಚ್ಚಿನ ಬಜೆಟ್ ಮಂಡಿಸುವವರು ಕೂಡ ಬರಬಹುದು. ಹೀಗಾಗಿ ನನ್ನ ದಾಖಲೆಯನ್ನು ಯಾರೂ ಮುರಿಯಲು ಸಾಧ್ಯವಿಲ್ಲ ಎಂದು ನಾನು ಹೇಳುವುದಿಲ್ಲ ಎಂದರು. xyxy=(1228,304,1478,422)
story-body-left: ತುಮಕೂರು: ಕಳೆದ ಎರಡು ದಿನಗಳಲ್ಲಿ ಜಿಲ್ಲೆಯ ಅರಣ್ಯ ಪ್ರದೇಶದಲ್ಲಿ ಎರಡು ಬಗೆಯ ಸೇರಿದಂತೆ 11 ಮಂಗಗಳು ಸಾವನ್ನಪ್ಪಿವೆ ಎಂದು ಅಧಿಕಾರಿಗಳು ಸೋಮವಾರ ತಿಳಿಸಿದ್ದಾರೆ. ತುಮಕೂರು ತಾಲ್ಲೂಕಿನ ದೇವರಾಯನದುರ್ಗ–ದುರ್ಗದಹಳ್ಳಿ ಅರಣ್ಯ ಪ್ರದೇಶದಲ್ಲಿ 200 ರಿಂದ 800 ಮೀಟರ್ ವ್ಯಾಪ್ತಿಯಲ್ಲಿ ಒಟ್ಟು ಮಂಗಗಳ ಶವಗಳು ಪತ್ತೆಯಾಗಿವೆ. ಶುಕ್ರವಾರ ಸಂಜೆ ಈ ವಿಷಯ ಬೆಳಕಿಗೆ ಬಂದ ನಂತರ ಅರಣ್ಯಾಧಿಕಾರಿಗಳು ಪರಿಶೀಲನೆ ನಡೆಸಿ ವೈದ್ಯಕೀಯ ಪರೀಕ್ಷೆಗಾಗಿ ಮಾದರಿಗಳನ್ನು ಕಳುಹಿಸಿದ್ದಾರೆ. xyxy=(79,2001,336,2087)
photo-balakrishna xyxy=(1143,1212,1325,1409)
story-body-col1: ಬೆಂಗಳೂರು: ರಾಜ್ಯದಲ್ಲಿ ನಾಯಕತ್ವ ಬದಲಾವಣೆಯ ಚರ್ಚೆ ನಡೆಯುತ್ತಿರುವ ಸಂದರ್ಭದಲ್ಲೇ ಮುಖ್ಯಮಂತ್ರಿ ಸಿದ್ದರಾಮಯ್ಯ ಅವರು ಮಂಗಳವಾರ, ಜನವರಿ 6 ರಂದು ವಿಶಿಷ್ಟ ದಾಖಲೆ ಬರೆಯಲಿದ್ದಾರೆ. ಅತಿ ಹೆಚ್ಚು ಅವಧಿಗೆ ರಾಜ್ಯದ ಮುಖ್ಯಮಂತ್ರಿಯಾಗಿದ್ದ ದೇವರಾಜ ಅರಸು ಅವರ ದಾಖಲೆಯನ್ನು ಸಿಎಂ ಸಿದ್ದರಾಮಯ್ಯ ಅವರು ಇಂದಿಗೆ ಸರಿಗಟ್ಟಲಿದ್ದು, ಈ ಮೂಲಕ 7 ವರ್ಷ 239 ದಿನಗಳ ಕಾಲ ರಾಜ್ಯದ ಮುಖ್ಯಮಂತ್ರಿಯಾಗಿದ್ದ ದೇವರಾಜ ಅರಸು ಅವರ ದಾಖಲೆಯನ್ನು ಮುರಿಯಲಿದ್ದಾರೆ. ಸಿದ್ದರಾಮಯ್ಯ ಅವರು 2013–2018ರ ಅವಧಿಯಲ್ಲಿ ಪೂರ್ಣ ಬಾರಿಗೆ ಸಿಎಂ ಆಗಿದ್ದಾಗ 1,829 ದಿನಗಳ ಕಾಲ ಅಧಿಕಾರದಲ್ಲಿದ್ದರು. ಈಗ ಎರಡನೇ ಅವಧಿಗೆ ಅಧಿಕಾರ ಸಿಕ್ಕಿ ಹಿಡಿದಿರುವ ಅವರು, ಜನವರಿ 6ರಂದು ದೇವರಾಜ ಅರಸು ದಾಖಲೆಯನ್ನು ಸರಿಗಟ್ಟಲಿದ್ದಾರೆ. ಎರಡು ಬಾರಿ ಅವರು ಸತತವಾಗಿ ಐದು ವರ್ಷಗಳ ಅಧಿಕಾರವಧಿಯನ್ನು ಪೂರೈಸಿದ್ದಾರೆ. 2013ರಲ್ಲಿ ಅವರು ಪೂರ್ಣಗೊಂಡ ಬಳಿಕ ಮತ್ತೆ ಕಾಂಗ್ರೆಸ್ ರಾಜ್ಯದಲ್ಲಿ xyxy=(436,304,693,500)
headline[interactable]: ಕಲ್ಲು ತೂರಾಟ ಪ್ರಕರಣ- ಕಾನೂನು ಕ್ರಮ xyxy=(150,1601,514,1634)
column-divider xyxy=(600,1590,602,2362)
story-body: ಬೆಂಗಳೂರು: ತಹಸೀಲ್ದಾರ್ ಅವರಿಗೆ ಚಪ್ಪಲಿ ಏಟು ನೀಡುವುದಾಗಿ ಹೇಳಿದ್ದ ಶಾಸಕ ಎಚ್.ಸಿ.ಬಾಲಕೃಷ್ಣ ಅವರು ಸೋಮವಾರ ತಮ್ಮ ಹೇಳಿಕೆಗೆ ಕ್ಷಮೆಯಾಚಿಸಿದ್ದಾರೆ. xyxy=(1330,1213,1479,1270)
photo-khandre xyxy=(83,309,242,482)
dateline: 06 ಮಂಗಳವಾರ | ಜನವರಿ 2026 xyxy=(668,97,820,112)
registration-mark-icon xyxy=(1533,1180,1552,1199)
headline[interactable]: ಬಳ್ಳಾರಿ ಶೂಟೌಟ್ ಬೆನ್ನಲ್ಲೇ ಹೆಚ್‌ಡಿಕೆ ವಾಗ್ದಾಳಿ- ಸಿಬಿಐ ತನಿಖೆಗೆ ಆಗ್ರಹ xyxy=(235,1283,970,1321)
story-rule xyxy=(1143,1037,1479,1040)
column-divider xyxy=(1134,1275,1135,1590)
story-body-left: ಬೆಂಗಳೂರು: ಜೆಜೆ ನಗರದಲ್ಲಿ ಓಂ ಶಕ್ತಿ ಮಾಲಾಧಾರಿಗಳ ಮೇಲೆ ಕಲ್ಲು ತೂರಾಟ ಪ್ರಕರಣಕ್ಕೆ ಸಂಬಂಧಿಸಿದಂತೆ ತನಿಖೆ ನಡೆಯುತ್ತಿದ್ದು, ಕಾನೂನು ಪ್ರಕಾರ ಕ್ರಮತೆಗೆದುಕೊಳ್ಳಲಾಗುವುದು ಎಂದು ಗೃಹ ಸಚಿವ ಡಾ.ಜಿ.ಪರಮೇಶ್ವರ್ ಹೇಳಿದರು. ಸುದ್ದಿಗಾರರೊಂದಿಗೆ ಮಾತನಾಡಿದ ಅವರು, ಕಲ್ಲು ತೂರಾಟ ನಡೆದಿರುವುದು 15 ರಿಂದ 16 ವರ್ಷದೊಳಗಿನ ಅಪ್ರಾಪ್ತರು ಎಂದು ಗೊತ್ತಾಗಿದೆ ಎಂದು ತಿಳಿಸಿದರು. xyxy=(79,1649,257,1766)
story-body-right: ತಿಳಿಸಿದ್ದಾರೆ. ಪ್ರಾಣಿಗಳ ಬಾಯಿ ಮತ್ತು ಕುತ್ತಿಗೆಯ ಸುತ್ತಲಿನ ಭಾಗವು ನೀಲಿ ಬಣ್ಣಕ್ಕೆ ತಿರುಗಿದ್ದು, ವಿಷಪ್ರಾಶನದ ಶಂಕೆ ವ್ಯಕ್ತವಾಗಿದೆ. ಸಾವಿನ ನಿಖರ ಕಾರಣ ತಿಳಿಯಲು ಮರಣೋತ್ತರ ಪರೀಕ್ಷೆ ವರದಿಗೆ ಕಾಯಲಾಗುತ್ತಿದೆ ಎಂದು ಹೇಳಿದರು. ಪ್ರಕರಣದ ಬಗ್ಗೆ ತನಿಖೆ ನಡೆಸಲು ವಿಶೇಷ ತಂಡ ರಚಿಸಲಾಗಿದೆ. ಮಾದರಿಗಳನ್ನು ಪ್ರಯೋಗಾಲಯಕ್ಕೆ ಕಳುಹಿಸಲಾಗಿದ್ದು ವರದಿ ಬಂದ ಬಳಿಕ ಸತ್ಯಾಂಶ ತಿಳಿಯಲಿದೆ ಎಂದು ಮಾಹಿತಿ ನೀಡಿದರು. xyxy=(346,1959,596,2046)
